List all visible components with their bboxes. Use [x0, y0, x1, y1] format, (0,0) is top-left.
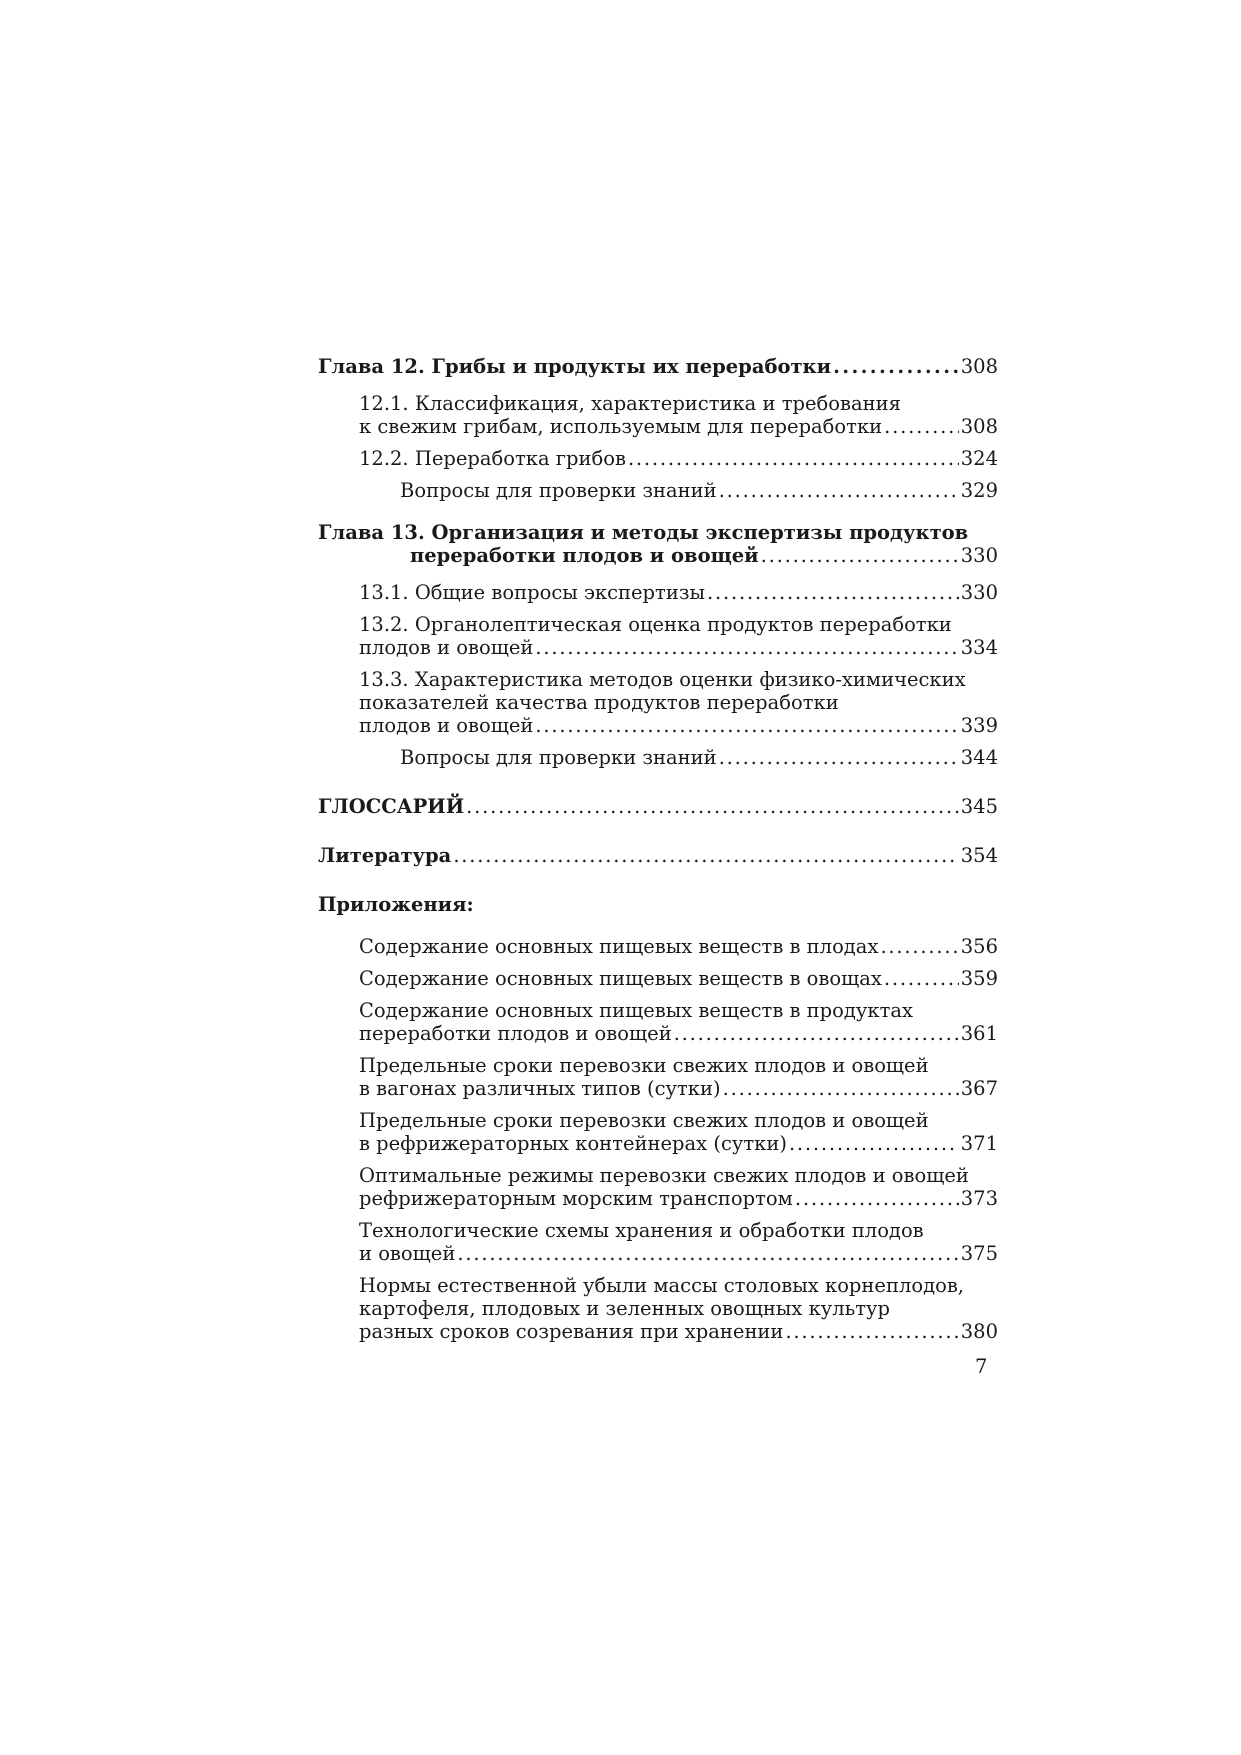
- leader-dots: [719, 746, 959, 769]
- toc-entry-page: 380: [960, 1320, 998, 1343]
- toc-appendices-heading: Приложения:: [318, 893, 474, 916]
- toc-appendix-8: [318, 1274, 998, 1343]
- toc-entry-page: 356: [960, 935, 998, 958]
- toc-entry-page: 371: [960, 1132, 998, 1155]
- toc-literature: [318, 844, 998, 867]
- leader-dots: [833, 355, 959, 378]
- leader-dots: [707, 581, 959, 604]
- toc-entry-page: 375: [960, 1242, 998, 1265]
- toc-entry-page: 345: [960, 795, 998, 818]
- toc-entry-page: 367: [960, 1077, 998, 1100]
- toc-appendix-6: [318, 1164, 998, 1210]
- toc-entry-title-line: Нормы естественной убыли массы столовых корнеплодов,: [359, 1274, 964, 1297]
- leader-dots: [453, 844, 958, 867]
- toc-section-13-2: [318, 613, 998, 659]
- toc-entry-title: Глава 12. Грибы и продукты их переработки: [318, 355, 832, 378]
- toc-entry-page: 361: [960, 1022, 998, 1045]
- toc-entry-title: 13.1. Общие вопросы экспертизы: [359, 581, 705, 604]
- toc-entry-title: 12.2. Переработка грибов: [359, 447, 626, 470]
- toc-appendix-2: [318, 967, 998, 990]
- toc-questions-12: [318, 479, 998, 502]
- toc-entry-title-line: 13.3. Характеристика методов оценки физико-химических: [359, 668, 966, 691]
- toc-entry-page: 329: [960, 479, 998, 502]
- toc-entry-title: Вопросы для проверки знаний: [400, 746, 717, 769]
- toc-appendix-5: [318, 1109, 998, 1155]
- leader-dots: [884, 415, 959, 438]
- toc-section-13-3: [318, 668, 998, 737]
- toc-entry-title-line: в вагонах различных типов (сутки): [359, 1077, 721, 1100]
- toc-entry-title-line: в рефрижераторных контейнерах (сутки): [359, 1132, 787, 1155]
- toc-entry-title-line: Содержание основных пищевых веществ в продуктах: [359, 999, 913, 1022]
- toc-questions-13: [318, 746, 998, 769]
- toc-section-12-1: [318, 392, 998, 438]
- leader-dots: [628, 447, 959, 470]
- toc-entry-title-line: Оптимальные режимы перевозки свежих плодов и овощей: [359, 1164, 969, 1187]
- table-of-contents: [318, 355, 998, 1343]
- toc-glossary: [318, 795, 998, 818]
- toc-entry-title-line: разных сроков созревания при хранении: [359, 1320, 784, 1343]
- toc-entry-title-line: к свежим грибам, используемым для переработки: [359, 415, 883, 438]
- leader-dots: [785, 1320, 958, 1343]
- toc-appendix-1: [318, 935, 998, 958]
- toc-entry-title: Литература: [318, 844, 452, 867]
- toc-appendix-3: [318, 999, 998, 1045]
- page-number: 7: [975, 1355, 988, 1378]
- toc-entry-title-line: показателей качества продуктов переработки: [359, 691, 839, 714]
- toc-entry-title-line: плодов и овощей: [359, 636, 534, 659]
- toc-entry-title: ГЛОССАРИЙ: [318, 795, 465, 818]
- toc-entry-title: Содержание основных пищевых веществ в овощах: [359, 967, 882, 990]
- toc-entry-page: 330: [960, 581, 998, 604]
- leader-dots: [535, 636, 958, 659]
- leader-dots: [535, 714, 958, 737]
- toc-section-12-2: [318, 447, 998, 470]
- leader-dots: [723, 1077, 959, 1100]
- toc-section-13-1: [318, 581, 998, 604]
- toc-entry-title-line: плодов и овощей: [359, 714, 534, 737]
- toc-entry-title-line: Предельные сроки перевозки свежих плодов и овощей: [359, 1054, 929, 1077]
- toc-entry-title-line: 12.1. Классификация, характеристика и требования: [359, 392, 901, 415]
- toc-entry-title: Вопросы для проверки знаний: [400, 479, 717, 502]
- toc-entry-title-line: Глава 13. Организация и методы экспертизы продуктов: [318, 521, 969, 544]
- toc-entry-page: 324: [960, 447, 998, 470]
- leader-dots: [719, 479, 959, 502]
- toc-entry-page: 334: [960, 636, 998, 659]
- toc-entry-page: 354: [960, 844, 998, 867]
- toc-entry-title-line: 13.2. Органолептическая оценка продуктов переработки: [359, 613, 952, 636]
- toc-entry-page: 339: [960, 714, 998, 737]
- toc-entry-page: 359: [960, 967, 998, 990]
- leader-dots: [789, 1132, 959, 1155]
- toc-entry-page: 344: [960, 746, 998, 769]
- toc-entry-title: Содержание основных пищевых веществ в плодах: [359, 935, 879, 958]
- toc-entry-title-line: Предельные сроки перевозки свежих плодов и овощей: [359, 1109, 929, 1132]
- toc-entry-page: 308: [960, 415, 998, 438]
- leader-dots: [880, 935, 958, 958]
- toc-appendix-4: [318, 1054, 998, 1100]
- leader-dots: [457, 1242, 958, 1265]
- toc-entry-title-line: переработки плодов и овощей: [359, 1022, 672, 1045]
- toc-chapter-13: [318, 521, 998, 567]
- toc-entry-title-line: картофеля, плодовых и зеленных овощных культур: [359, 1297, 890, 1320]
- leader-dots: [884, 967, 959, 990]
- toc-chapter-12: [318, 355, 998, 378]
- toc-entry-page: 308: [960, 355, 998, 378]
- toc-appendix-7: [318, 1219, 998, 1265]
- toc-entry-page: 373: [960, 1187, 998, 1210]
- toc-entry-page: 330: [960, 544, 998, 567]
- leader-dots: [795, 1187, 959, 1210]
- toc-entry-title-line: переработки плодов и овощей: [410, 544, 759, 567]
- toc-entry-title-line: Технологические схемы хранения и обработки плодов: [359, 1219, 924, 1242]
- toc-entry-title-line: и овощей: [359, 1242, 456, 1265]
- leader-dots: [466, 795, 959, 818]
- leader-dots: [674, 1022, 959, 1045]
- leader-dots: [761, 544, 959, 567]
- toc-entry-title-line: рефрижераторным морским транспортом: [359, 1187, 793, 1210]
